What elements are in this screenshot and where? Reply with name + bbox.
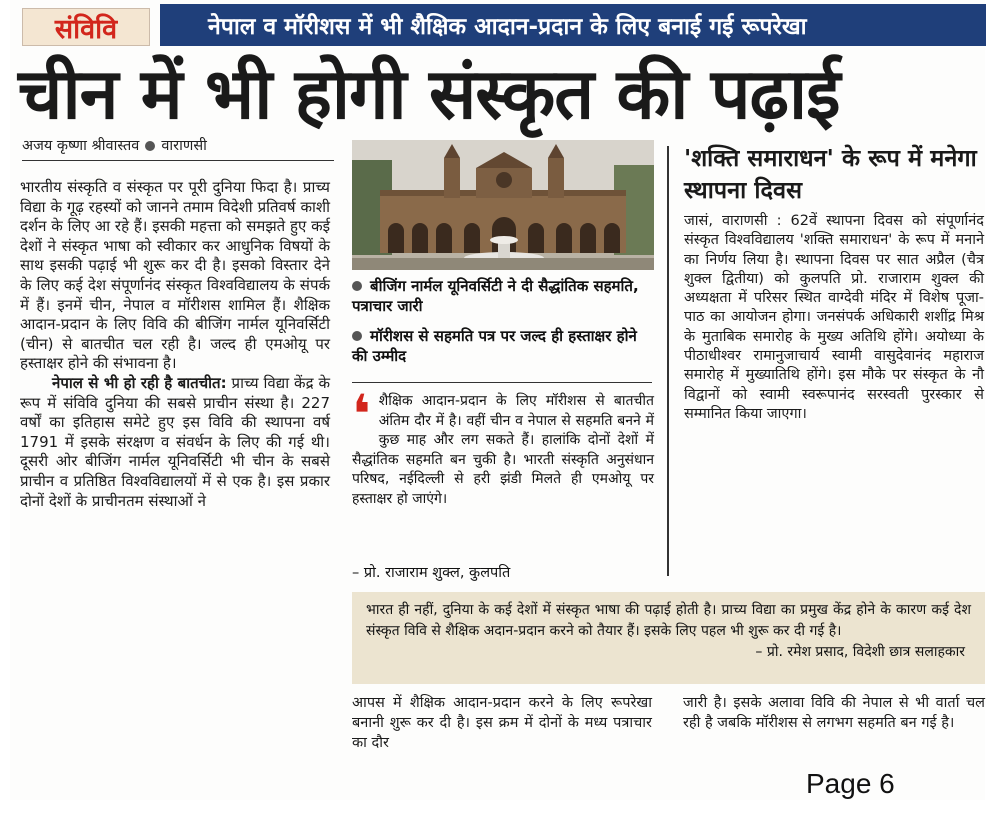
section-tag-label: संविवि: [54, 13, 118, 45]
byline-author: अजय कृष्णा श्रीवास्तव: [22, 138, 140, 154]
divider: [22, 160, 334, 161]
byline: [22, 135, 207, 155]
highlights-list: [352, 276, 652, 376]
kicker-bar: [160, 4, 986, 46]
bullet-dot-icon: [352, 331, 362, 341]
section-tag: [22, 8, 150, 46]
byline-city: वाराणसी: [161, 138, 207, 154]
quote-mark-icon: ❛: [352, 383, 371, 446]
highlight-item: मॉरीशस से सहमति पत्र पर जल्द ही हस्ताक्षर होने की उम्मीद: [352, 327, 637, 365]
expert-quote-author: – प्रो. रमेश प्रसाद, विदेशी छात्र सलाहकार: [755, 644, 965, 660]
pull-quote-text: शैक्षिक आदान-प्रदान के लिए मॉरीशस से बातचीत अंतिम दौर में है। वहीं चीन व नेपाल से सहमति बनने में कुछ माह और लग सकते हैं। हालांकि दोनों देशों में सैद्धांतिक सहमति बन चुकी है। भारती संस्कृति अनुसंधान परिषद, नईदिल्ली से हरी झंडी मिलते ही एमओयू पर हस्ताक्षर हो जाएंगे।: [352, 393, 654, 507]
pull-quote: [352, 383, 654, 509]
expert-quote-box: [352, 592, 985, 684]
column-rule: [667, 146, 669, 576]
main-story-conclusion: जारी है। इसके अलावा विवि की नेपाल से भी वार्ता चल रही है जबकि मॉरीशस से लगभग सहमति बन गई है।: [683, 695, 985, 731]
main-story-para2: प्राच्य विद्या केंद्र के रूप में संविवि दुनिया की सबसे प्राचीन संस्था है। 227 वर्षों का इतिहास समेटे हुए इस विवि की स्थापना वर्ष 1791 में इसके संरक्षण व संवर्धन के लिए की गई थी। दूसरी ओर बीजिंग नार्मल यूनिवर्सिटी भी चीन के सबसे प्राचीन व प्रतिष्ठित विश्वविद्यालयों में से एक है। इस प्रकार दोनों देशों के प्राचीनतम संस्थाओं ने: [20, 373, 330, 510]
main-story-para2-wrap: [20, 374, 330, 511]
side-story-headline: 'शक्ति समाराधन' के रूप में मनेगा स्थापना दिवस: [684, 144, 977, 204]
pull-quote-author: – प्रो. राजाराम शुक्ल, कुलपति: [352, 565, 511, 581]
main-story-subhead: नेपाल से भी हो रही है बातचीत:: [52, 373, 227, 392]
divider: [352, 382, 652, 383]
kicker-text: नेपाल व मॉरीशस में भी शैक्षिक आदान-प्रदान के लिए बनाई गई रूपरेखा: [208, 14, 807, 40]
main-story-continuation: आपस में शैक्षिक आदान-प्रदान करने के लिए रूपरेखा बनानी शुरू कर दी है। इस क्रम में दोनों के मध्य पत्राचार का दौर: [352, 695, 652, 751]
bullet-dot-icon: [145, 141, 155, 151]
highlight-item: बीजिंग नार्मल यूनिवर्सिटी ने दी सैद्धांतिक सहमति, पत्राचार जारी: [352, 277, 639, 315]
building-illustration: [352, 140, 654, 270]
main-story-column: [20, 178, 330, 511]
bullet-dot-icon: [352, 281, 362, 291]
side-story-body: जासं, वाराणसी : 62वें स्थापना दिवस को संपूर्णानंद संस्कृत विश्वविद्यालय 'शक्ति समाराधन' के रूप में मनाने का निर्णय लिया है। स्थापना दिवस पर सात अप्रैल (चैत्र शुक्ल द्वितीया) को कुलपति प्रो. राजाराम शुक्ल की अध्यक्षता में परिसर स्थित वाग्देवी मंदिर में विशेष पूजा-पाठ का आयोजन होगा। जनसंपर्क अधिकारी शशींद्र मिश्र के मुताबिक समारोह के मुख्य अतिथि होंगे। अयोध्या के पीठाधीश्वर रामानुजाचार्य स्वामी वासुदेवानंद महाराज समारोह में मुख्यातिथि होंगे। इस मौके पर संस्कृत के नौ विद्वानों को स्वामी स्वरूपानंद सरस्वती पुरस्कार से सम्मानित किया जाएगा।: [684, 213, 984, 422]
main-headline: चीन में भी होगी संस्कृत की पढ़ाई: [18, 53, 840, 135]
university-building-photo: [352, 140, 654, 270]
expert-quote-text: भारत ही नहीं, दुनिया के कई देशों में संस्कृत भाषा की पढ़ाई होती है। प्राच्य विद्या का प्रमुख केंद्र होने के कारण कई देश संस्कृत विवि से शैक्षिक अदान-प्रदान करने को तैयार हैं। इसके लिए पहल भी शुरू कर दी गई है।: [366, 602, 971, 639]
page-number: Page 6: [806, 768, 895, 799]
main-story-para1: भारतीय संस्कृति व संस्कृत पर पूरी दुनिया फिदा है। प्राच्य विद्या के गूढ़ रहस्यों को जानने तमाम विदेशी प्रतिवर्ष काशी दर्शन के लिए आ रहे हैं। इसकी महत्ता को समझते हुए कई देशों ने संस्कृत भाषा को स्वीकार कर आधुनिक विषयों के साथ इसकी पढ़ाई भी शुरू कर दी है। इसको विस्तार देने के लिए कई देश संपूर्णानंद संस्कृत विश्वविद्यालय के संपर्क में हैं। इनमें चीन, नेपाल व मॉरीशस शामिल हैं। शैक्षिक आदान-प्रदान के लिए विवि की बीजिंग नार्मल यूनिवर्सिटी (चीन) से बातचीत चल रही है। जल्द ही एमओयू पर हस्ताक्षर होने की संभावना है।: [20, 178, 330, 373]
